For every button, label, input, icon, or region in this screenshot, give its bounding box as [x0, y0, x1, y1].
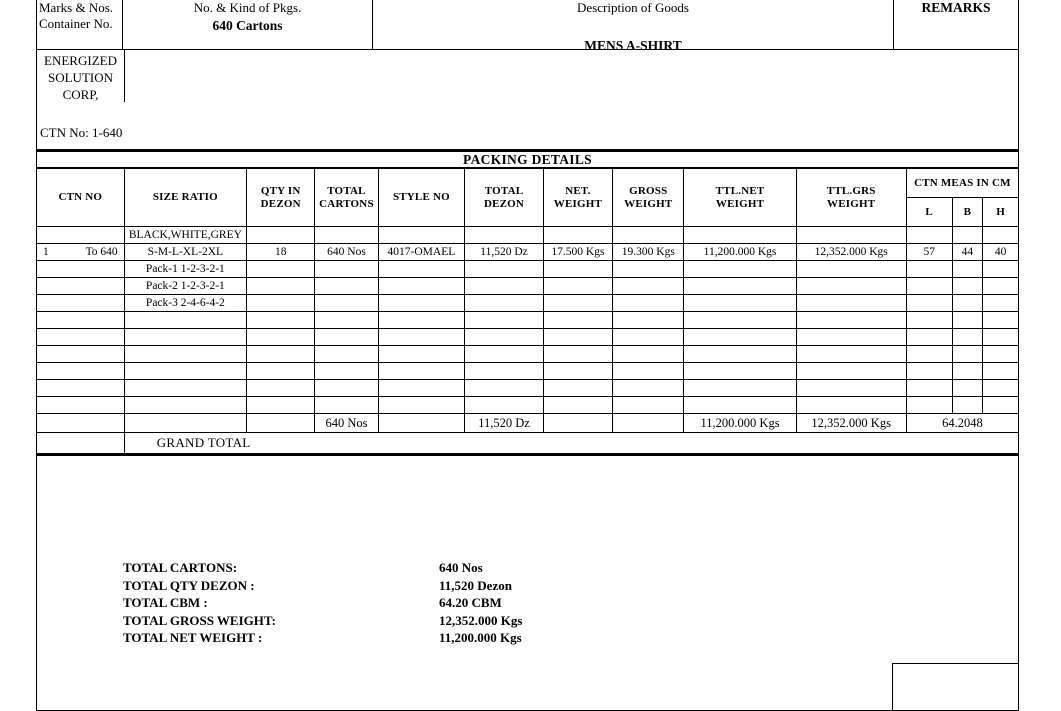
cell-gross-weight: 19.300 Kgs [613, 244, 684, 261]
category-label: BLACK,WHITE,GREY [124, 227, 246, 244]
col-total-dezon-l2: DEZON [483, 197, 525, 210]
col-meas-h: H [983, 198, 1019, 227]
table-row-empty [37, 346, 1019, 363]
empty-cell [613, 312, 684, 329]
cell-total-dezon: 11,520 Dz [465, 244, 544, 261]
cell-meas-b: 44 [952, 244, 983, 261]
total-blank-2 [124, 414, 246, 433]
table-row-empty [37, 380, 1019, 397]
empty-cell [37, 329, 125, 346]
cell-ttl-gross-weight [796, 278, 906, 295]
marks-line-3: CORP, [62, 87, 99, 102]
grand-total-label: GRAND TOTAL [124, 433, 1018, 454]
empty-cell [684, 329, 796, 346]
empty-cell [684, 312, 796, 329]
cell-meas-l: 57 [906, 244, 952, 261]
cell-meas-b [952, 295, 983, 312]
empty-cell [465, 312, 544, 329]
total-blank-1 [37, 414, 125, 433]
cell-total-cartons [315, 261, 378, 278]
cell-ctn-range [37, 295, 125, 312]
empty-cell [613, 380, 684, 397]
marks-header-cell [37, 0, 123, 49]
empty-cell [796, 312, 906, 329]
col-ctn-no: CTN NO [37, 169, 125, 227]
cell-meas-l [906, 278, 952, 295]
col-total-cartons-l2: CARTONS [319, 197, 374, 210]
total-blank-5 [543, 414, 612, 433]
cell-ttl-net-weight [684, 295, 796, 312]
packing-details-title: PACKING DETAILS [36, 150, 1019, 168]
cell-net-weight: 17.500 Kgs [543, 244, 612, 261]
empty-cell [465, 397, 544, 414]
col-gross-weight [613, 169, 684, 227]
empty-cell [247, 346, 315, 363]
summary-label: TOTAL NET WEIGHT : [123, 630, 263, 645]
empty-cell [315, 363, 378, 380]
cell-size-ratio: Pack-1 1-2-3-2-1 [124, 261, 246, 278]
cell-ctn-range [37, 278, 125, 295]
total-ttl-net-value: 11,200.000 Kgs [684, 414, 796, 433]
empty-cell [906, 363, 952, 380]
col-gross-weight-l1: GROSS [629, 184, 668, 197]
empty-cell [796, 380, 906, 397]
table-row [37, 261, 1019, 278]
cell-gross-weight [613, 261, 684, 278]
summary-item [123, 612, 522, 630]
empty-cell [796, 397, 906, 414]
cell-gross-weight [613, 295, 684, 312]
cell-style-no: 4017-OMAEL [378, 244, 465, 261]
table-body [37, 227, 1019, 454]
summary-item [123, 629, 522, 647]
total-ttl-grs-value: 12,352.000 Kgs [796, 414, 906, 433]
empty-cell [613, 329, 684, 346]
cell-meas-b [952, 278, 983, 295]
col-style-no: STYLE NO [378, 169, 465, 227]
cell-total-cartons [315, 278, 378, 295]
total-blank-3 [247, 414, 315, 433]
col-total-dezon [465, 169, 544, 227]
empty-cell [613, 397, 684, 414]
empty-cell [983, 363, 1019, 380]
empty-cell [983, 346, 1019, 363]
cell-net-weight [543, 295, 612, 312]
empty-cell [684, 380, 796, 397]
empty-cell [378, 329, 465, 346]
col-qty-in-dezon-l2: DEZON [260, 197, 301, 210]
cell-total-cartons: 640 Nos [315, 244, 378, 261]
cat-blank-10 [952, 227, 983, 244]
empty-cell [543, 380, 612, 397]
marks-block-row [36, 50, 1019, 150]
col-ttl-net-l1: TTL.NET [715, 184, 765, 197]
col-total-dezon-l1: TOTAL [484, 184, 524, 197]
cat-blank-7 [684, 227, 796, 244]
empty-cell [378, 346, 465, 363]
cell-ttl-net-weight [684, 261, 796, 278]
empty-cell [465, 363, 544, 380]
table-row [37, 278, 1019, 295]
empty-cell [465, 346, 544, 363]
empty-cell [124, 346, 246, 363]
empty-cell [378, 312, 465, 329]
table-row-empty [37, 329, 1019, 346]
cat-blank-6 [613, 227, 684, 244]
cell-qty-in-dezon [247, 295, 315, 312]
table-row-empty [37, 312, 1019, 329]
col-net-weight [543, 169, 612, 227]
description-goods-value: MENS A-SHIRT [584, 38, 682, 53]
cell-meas-h: 40 [983, 244, 1019, 261]
grand-total-blank [37, 433, 125, 454]
cell-ttl-net-weight: 11,200.000 Kgs [684, 244, 796, 261]
empty-cell [37, 346, 125, 363]
cell-total-dezon [465, 278, 544, 295]
empty-cell [613, 363, 684, 380]
cell-style-no [378, 295, 465, 312]
empty-cell [315, 397, 378, 414]
col-gross-weight-l2: WEIGHT [624, 197, 673, 210]
cell-size-ratio: Pack-3 2-4-6-4-2 [124, 295, 246, 312]
empty-cell [124, 363, 246, 380]
carton-number-range: CTN No: 1-640 [40, 125, 123, 140]
empty-cell [124, 312, 246, 329]
empty-cell [983, 380, 1019, 397]
packing-list-sheet [36, 0, 1019, 711]
table-header-row [37, 169, 1019, 198]
cell-total-cartons [315, 295, 378, 312]
cell-qty-in-dezon: 18 [247, 244, 315, 261]
empty-cell [315, 312, 378, 329]
col-ttl-grs-l2: WEIGHT [827, 197, 876, 210]
cell-meas-h [983, 261, 1019, 278]
empty-cell [465, 380, 544, 397]
empty-cell [796, 363, 906, 380]
cat-blank-1 [247, 227, 315, 244]
col-qty-in-dezon [247, 169, 315, 227]
cell-qty-in-dezon [247, 278, 315, 295]
summary-item [123, 559, 522, 577]
marks-line-1: ENERGIZED [44, 53, 117, 68]
empty-cell [952, 329, 983, 346]
col-ttl-grs-l1: TTL.GRS [826, 184, 876, 197]
cell-ctn-range [37, 261, 125, 278]
summary-item [123, 594, 522, 612]
marks-line-2: SOLUTION [48, 70, 113, 85]
empty-cell [124, 329, 246, 346]
empty-cell [543, 363, 612, 380]
empty-cell [796, 329, 906, 346]
empty-cell [315, 329, 378, 346]
empty-cell [247, 397, 315, 414]
cell-meas-l [906, 295, 952, 312]
col-ttl-net-weight [684, 169, 796, 227]
table-row-category [37, 227, 1019, 244]
cell-meas-l [906, 261, 952, 278]
table-row-empty [37, 397, 1019, 414]
empty-cell [906, 329, 952, 346]
cell-total-dezon [465, 261, 544, 278]
cell-total-dezon [465, 295, 544, 312]
empty-cell [906, 346, 952, 363]
summary-list [123, 559, 522, 647]
summary-item [123, 577, 522, 595]
empty-cell [315, 380, 378, 397]
cell-size-ratio: S-M-L-XL-2XL [124, 244, 246, 261]
empty-cell [315, 346, 378, 363]
col-total-cartons-l1: TOTAL [327, 184, 366, 197]
empty-cell [906, 312, 952, 329]
empty-cell [37, 397, 125, 414]
empty-cell [37, 380, 125, 397]
cat-blank-9 [906, 227, 952, 244]
cell-style-no [378, 278, 465, 295]
empty-cell [378, 397, 465, 414]
total-blank-6 [613, 414, 684, 433]
empty-cell [247, 329, 315, 346]
summary-label: TOTAL QTY DEZON : [123, 577, 255, 593]
remarks-header-cell [894, 0, 1018, 49]
summary-label: TOTAL CARTONS: [123, 560, 238, 575]
empty-cell [952, 397, 983, 414]
grand-total-row [37, 433, 1019, 454]
empty-cell [543, 346, 612, 363]
empty-cell [952, 363, 983, 380]
summary-panel [36, 454, 1019, 711]
summary-value: 11,200.000 Kgs [439, 630, 522, 645]
cat-blank-8 [796, 227, 906, 244]
cell-qty-in-dezon [247, 261, 315, 278]
table-row [37, 244, 1019, 261]
table-total-row [37, 414, 1019, 433]
summary-value: 64.20 CBM [439, 595, 502, 610]
document-header-row [36, 0, 1019, 53]
cell-meas-b [952, 261, 983, 278]
remarks-header-label: REMARKS [921, 0, 991, 15]
empty-cell [952, 380, 983, 397]
ctn-to: To 640 [85, 246, 118, 258]
cell-size-ratio: Pack-2 1-2-3-2-1 [124, 278, 246, 295]
cell-ctn-range [37, 244, 125, 261]
marks-header-line1: Marks & Nos. [39, 0, 114, 15]
packages-header-label: No. & Kind of Pkgs. [193, 0, 302, 15]
empty-cell [465, 329, 544, 346]
table-row [37, 295, 1019, 312]
empty-cell [543, 329, 612, 346]
description-header-cell [373, 0, 894, 53]
summary-value: 12,352.000 Kgs [439, 612, 523, 628]
total-dezon-value: 11,520 Dz [465, 414, 544, 433]
cell-ttl-gross-weight [796, 295, 906, 312]
col-total-cartons [315, 169, 378, 227]
col-net-weight-l1: NET. [565, 184, 591, 197]
empty-cell [684, 363, 796, 380]
cell-style-no [378, 261, 465, 278]
table-row-empty [37, 363, 1019, 380]
cell-gross-weight [613, 278, 684, 295]
cell-net-weight [543, 278, 612, 295]
shipping-marks-box [37, 50, 125, 102]
packages-header-cell [123, 0, 373, 49]
cell-net-weight [543, 261, 612, 278]
col-ttl-gross-weight [796, 169, 906, 227]
empty-cell [983, 397, 1019, 414]
empty-cell [684, 346, 796, 363]
total-blank-4 [378, 414, 465, 433]
cat-blank-5 [543, 227, 612, 244]
empty-cell [684, 397, 796, 414]
packing-details-table [36, 168, 1019, 454]
empty-cell [124, 397, 246, 414]
col-ttl-net-l2: WEIGHT [715, 197, 765, 210]
col-qty-in-dezon-l1: QTY IN [260, 184, 301, 197]
empty-cell [247, 363, 315, 380]
empty-cell [952, 346, 983, 363]
col-net-weight-l2: WEIGHT [553, 197, 603, 210]
summary-value: 11,520 Dezon [439, 577, 512, 593]
summary-label: TOTAL GROSS WEIGHT: [123, 612, 276, 628]
signature-box [892, 663, 1019, 711]
cell-ttl-net-weight [684, 278, 796, 295]
col-meas-l: L [906, 198, 952, 227]
empty-cell [983, 312, 1019, 329]
cat-ctn-blank [37, 227, 125, 244]
col-ctn-measurement: CTN MEAS IN CM [906, 169, 1018, 198]
empty-cell [796, 346, 906, 363]
summary-label: TOTAL CBM : [123, 595, 208, 610]
empty-cell [378, 363, 465, 380]
empty-cell [952, 312, 983, 329]
empty-cell [543, 312, 612, 329]
description-header-label: Description of Goods [577, 0, 689, 15]
total-measurement-value: 64.2048 [906, 414, 1018, 433]
empty-cell [378, 380, 465, 397]
cell-ttl-gross-weight [796, 261, 906, 278]
marks-header-line2: Container No. [39, 16, 113, 31]
cell-ttl-gross-weight: 12,352.000 Kgs [796, 244, 906, 261]
empty-cell [543, 397, 612, 414]
total-cartons-value: 640 Nos [315, 414, 378, 433]
cat-blank-4 [465, 227, 544, 244]
ctn-from: 1 [43, 246, 49, 258]
empty-cell [906, 380, 952, 397]
empty-cell [37, 363, 125, 380]
cell-meas-h [983, 295, 1019, 312]
col-meas-b: B [952, 198, 983, 227]
empty-cell [124, 380, 246, 397]
packages-quantity: 640 Cartons [212, 18, 283, 33]
cat-blank-2 [315, 227, 378, 244]
empty-cell [983, 329, 1019, 346]
empty-cell [613, 346, 684, 363]
cat-blank-3 [378, 227, 465, 244]
empty-cell [906, 397, 952, 414]
empty-cell [247, 312, 315, 329]
col-size-ratio: SIZE RATIO [124, 169, 246, 227]
cell-meas-h [983, 278, 1019, 295]
empty-cell [37, 312, 125, 329]
summary-value: 640 Nos [439, 560, 483, 575]
empty-cell [247, 380, 315, 397]
cat-blank-11 [983, 227, 1019, 244]
